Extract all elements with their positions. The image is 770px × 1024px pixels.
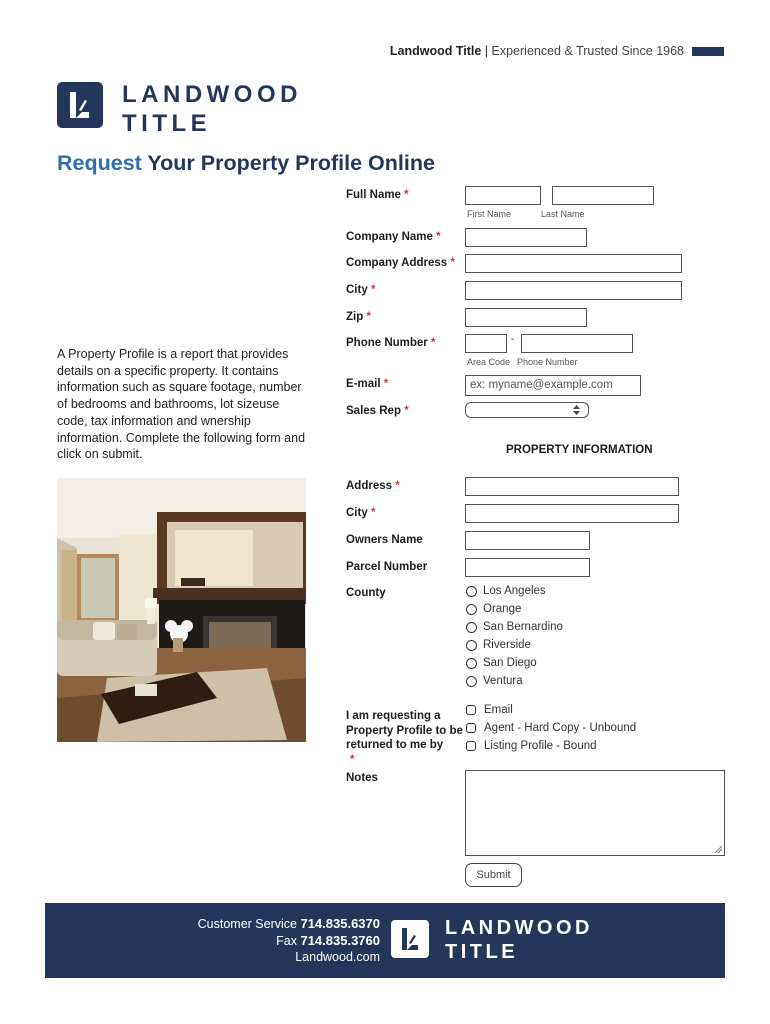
tagline-separator: |: [484, 44, 489, 58]
company-name-input[interactable]: [465, 228, 587, 247]
checkbox-icon[interactable]: [466, 723, 476, 733]
county-option-riverside[interactable]: Riverside: [466, 639, 531, 651]
fax-number: 714.835.3760: [300, 932, 380, 948]
parcel-number-input[interactable]: [465, 558, 590, 577]
radio-icon[interactable]: [466, 658, 477, 669]
radio-icon[interactable]: [466, 640, 477, 651]
city-input[interactable]: [465, 281, 682, 300]
tagline-brand: Landwood Title: [389, 44, 482, 58]
radio-icon[interactable]: [466, 622, 477, 633]
footer-logo-icon: [391, 920, 429, 958]
radio-icon[interactable]: [466, 604, 477, 615]
return-option-email[interactable]: Email: [466, 704, 513, 716]
county-option-orange[interactable]: Orange: [466, 603, 521, 615]
full-name-label: Full Name *: [346, 189, 409, 201]
first-name-sublabel: First Name: [467, 209, 512, 219]
parcel-number-label: Parcel Number: [346, 561, 428, 573]
phone-number-label: Phone Number *: [346, 337, 436, 349]
last-name-input[interactable]: [552, 186, 654, 205]
living-room-photo: [57, 478, 306, 742]
notes-textarea[interactable]: [465, 770, 725, 856]
company-address-label: Company Address *: [346, 257, 455, 269]
last-name-sublabel: Last Name: [541, 209, 585, 219]
phone-dash: -: [511, 334, 515, 345]
property-city-input[interactable]: [465, 504, 679, 523]
zip-input[interactable]: [465, 308, 587, 327]
logo-wordmark: LANDWOOD TITLE: [122, 81, 302, 137]
checkbox-icon[interactable]: [466, 705, 476, 715]
property-address-input[interactable]: [465, 477, 679, 496]
title-rest: Your Property Profile Online: [147, 151, 435, 175]
select-arrows-icon: [573, 405, 580, 415]
company-address-input[interactable]: [465, 254, 682, 273]
owners-name-input[interactable]: [465, 531, 590, 550]
county-label: County: [346, 587, 386, 599]
resize-handle-icon[interactable]: [714, 845, 722, 853]
property-profile-description: A Property Profile is a report that provides details on a specific property. It contains information such as square footage, number of bedrooms and bathrooms, lot sizeuse code, tax information and wnership information. Complete the following form and click on submit.: [57, 347, 306, 462]
county-option-ventura[interactable]: Ventura: [466, 675, 523, 687]
checkbox-icon[interactable]: [466, 741, 476, 751]
title-accent: Request: [57, 151, 142, 175]
phone-number-sublabel: Phone Number: [517, 357, 578, 367]
first-name-input[interactable]: [465, 186, 541, 205]
zip-label: Zip *: [346, 311, 371, 323]
fax-label: Fax: [276, 933, 297, 948]
radio-icon[interactable]: [466, 676, 477, 687]
header-tagline: [390, 44, 684, 58]
return-option-listing-profile[interactable]: Listing Profile - Bound: [466, 740, 597, 752]
phone-number-input[interactable]: [521, 334, 633, 353]
radio-icon[interactable]: [466, 586, 477, 597]
requesting-label: I am requesting a Property Profile to be returned to me by *: [346, 710, 463, 766]
customer-service-number: 714.835.6370: [300, 916, 380, 931]
county-option-los-angeles[interactable]: Los Angeles: [466, 585, 546, 597]
owners-name-label: Owners Name: [346, 534, 423, 546]
email-label: E-mail *: [346, 378, 389, 390]
header-accent-bar: [692, 47, 724, 56]
city-label: City *: [346, 284, 376, 296]
footer-logo-wordmark: LANDWOOD TITLE: [445, 917, 593, 963]
area-code-input[interactable]: [465, 334, 507, 353]
sales-rep-label: Sales Rep *: [346, 405, 409, 417]
area-code-sublabel: Area Code: [467, 357, 511, 367]
property-city-label: City *: [346, 507, 376, 519]
submit-button[interactable]: Submit: [465, 863, 522, 887]
property-information-heading: PROPERTY INFORMATION: [506, 444, 653, 456]
company-name-label: Company Name *: [346, 231, 441, 243]
footer-website[interactable]: Landwood.com: [295, 950, 380, 964]
landwood-logo-icon: [57, 82, 103, 128]
sales-rep-select[interactable]: [465, 402, 589, 418]
tagline-text: Experienced & Trusted Since 1968: [491, 44, 684, 58]
footer-contact: [198, 916, 380, 966]
county-option-san-diego[interactable]: San Diego: [466, 657, 537, 669]
address-label: Address *: [346, 480, 400, 492]
return-option-agent-hard-copy[interactable]: Agent - Hard Copy - Unbound: [466, 722, 636, 734]
email-input[interactable]: ex: myname@example.com: [465, 375, 641, 396]
customer-service-label: Customer Service: [197, 917, 297, 931]
page-title: [57, 151, 435, 176]
county-option-san-bernardino[interactable]: San Bernardino: [466, 621, 563, 633]
footer-bar: [45, 903, 725, 978]
notes-label: Notes: [346, 772, 378, 784]
